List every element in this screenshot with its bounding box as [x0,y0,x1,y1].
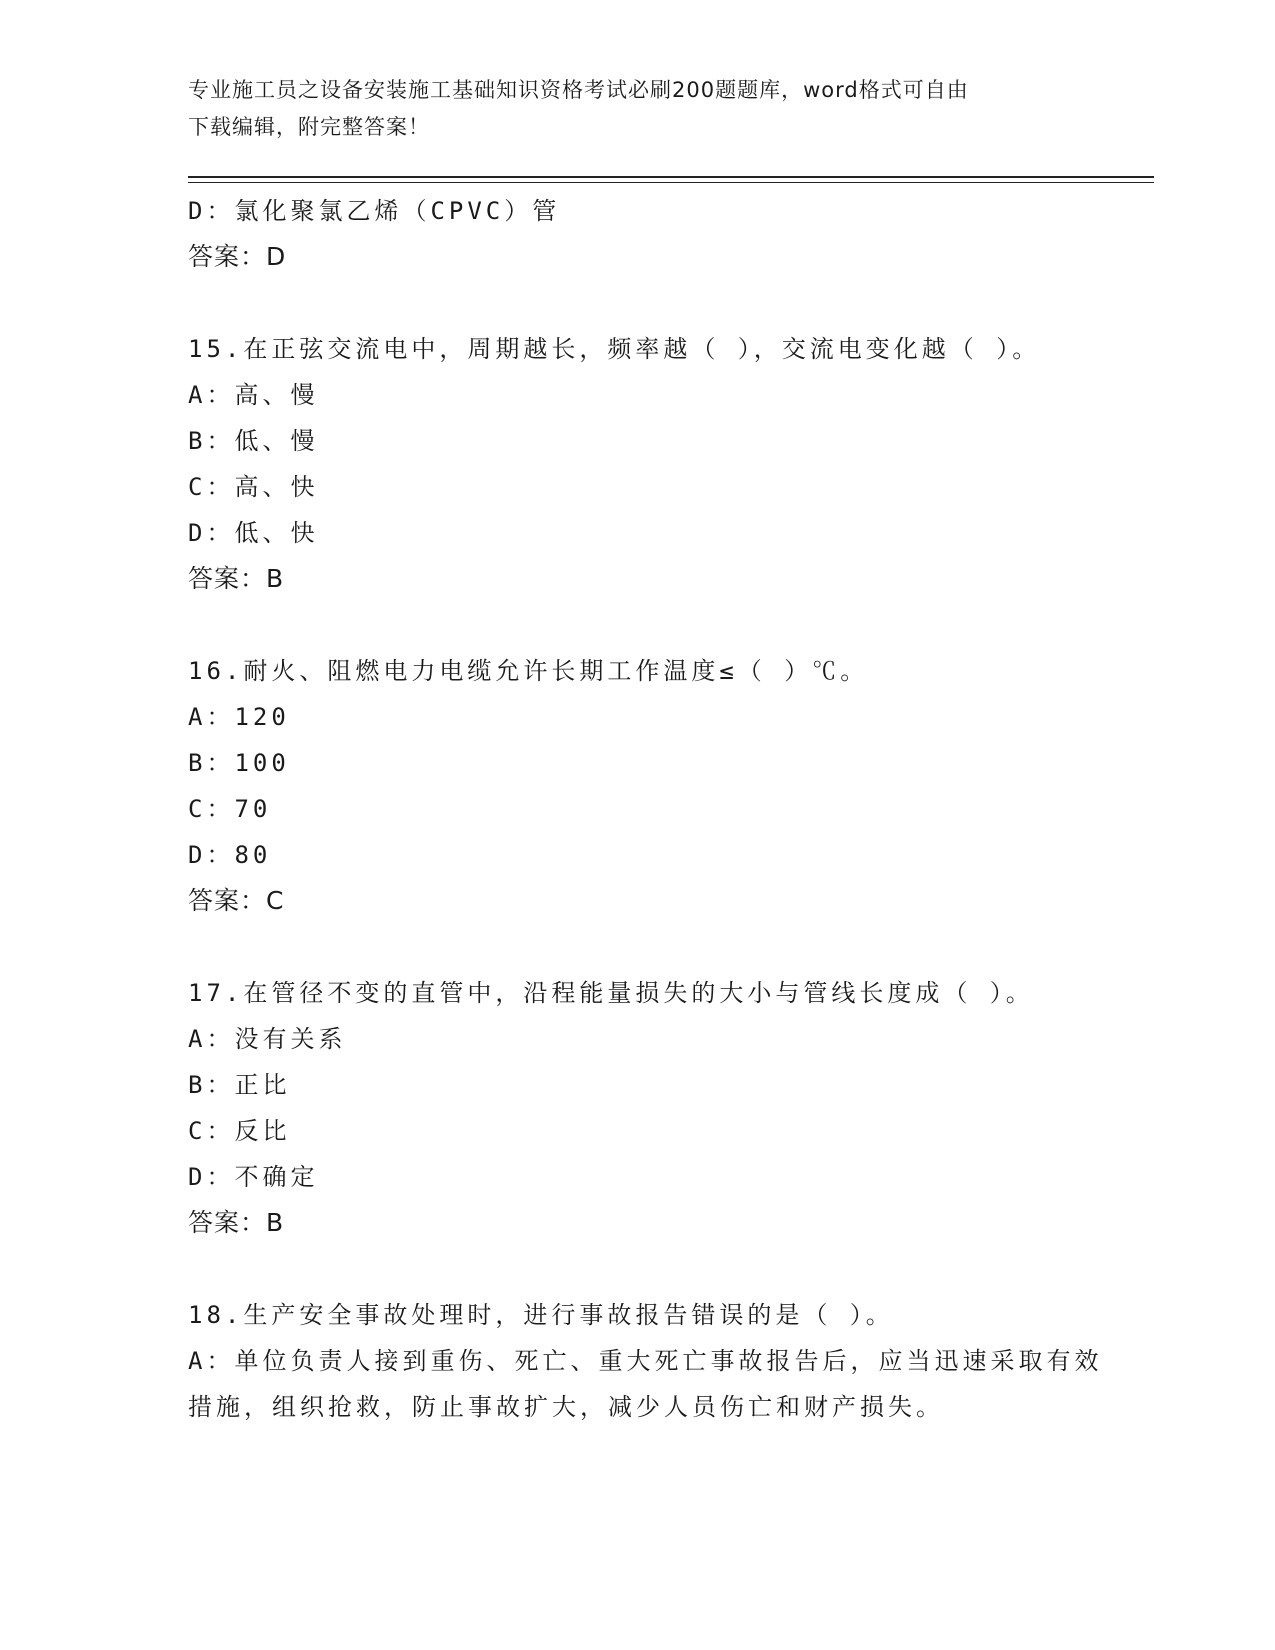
spacer [188,924,1128,970]
answer: 答案：B [188,1208,285,1237]
option-d: D：不确定 [188,1163,319,1191]
option-d: D：低、快 [188,519,319,547]
option-b: B：正比 [188,1071,291,1099]
question-stem: 16.耐火、阻燃电力电缆允许长期工作温度≤（ ）℃。 [188,657,869,685]
question-18 [188,1292,1128,1430]
question-list [188,188,1128,1430]
question-17 [188,970,1128,1246]
option-a: A：120 [188,703,290,731]
option-b: B：低、慢 [188,427,319,455]
question-stem: 18.生产安全事故处理时，进行事故报告错误的是（ ）。 [188,1301,894,1329]
option-b: B：100 [188,749,290,777]
option-d: D：80 [188,841,272,869]
option-c: C：70 [188,795,272,823]
answer: 答案：C [188,886,285,915]
document-header [188,72,1068,146]
question-stem: 15.在正弦交流电中，周期越长，频率越（ ），交流电变化越（ ）。 [188,335,1041,363]
header-divider-thick [188,176,1154,178]
header-title-line-1: 专业施工员之设备安装施工基础知识资格考试必刷200题题库，word格式可自由 [188,78,969,102]
header-divider-thin [188,182,1154,183]
header-title-line-2: 下载编辑，附完整答案！ [188,115,430,139]
option-a: A：没有关系 [188,1025,347,1053]
spacer [188,280,1128,326]
option-a: A：高、慢 [188,381,319,409]
spacer [188,602,1128,648]
answer: 答案：B [188,564,285,593]
spacer [188,1246,1128,1292]
prev-answer: 答案：D [188,242,287,271]
option-a: A：单位负责人接到重伤、死亡、重大死亡事故报告后，应当迅速采取有效措施，组织抢救，防止事故扩大，减少人员伤亡和财产损失。 [188,1347,1103,1421]
option-c: C：反比 [188,1117,291,1145]
question-stem: 17.在管径不变的直管中，沿程能量损失的大小与管线长度成（ ）。 [188,979,1034,1007]
question-15 [188,326,1128,602]
prev-option-d: D：氯化聚氯乙烯（CPVC）管 [188,197,561,225]
option-c: C：高、快 [188,473,319,501]
question-16 [188,648,1128,924]
